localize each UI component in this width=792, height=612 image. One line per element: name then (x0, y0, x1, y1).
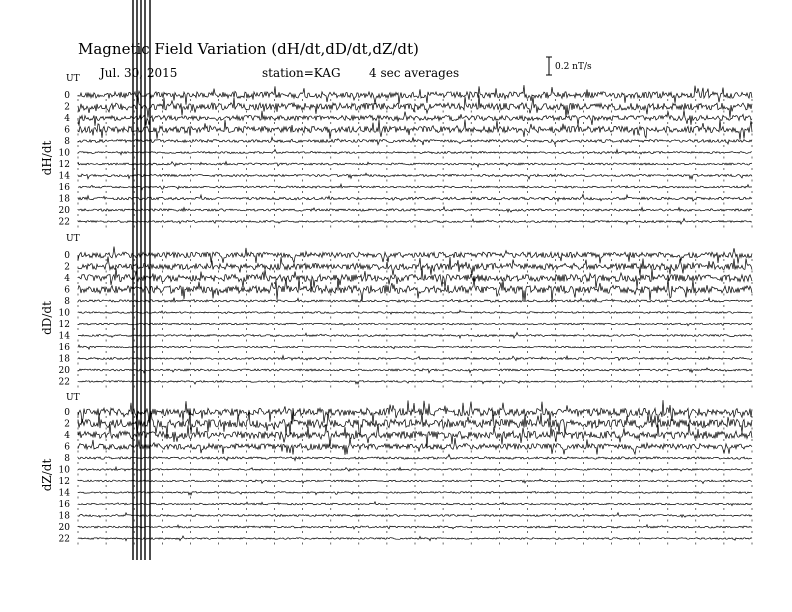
row-label: 0 (64, 91, 70, 101)
row-label: 14 (58, 171, 70, 182)
row-label: 14 (58, 331, 70, 342)
trace-line (78, 345, 752, 349)
panel-label: dH/dt (40, 140, 54, 176)
row-label: 20 (58, 523, 70, 533)
trace-line (78, 424, 752, 447)
trace-line (78, 536, 752, 541)
row-label: 0 (64, 408, 70, 418)
panels (40, 0, 752, 560)
ut-label: UT (66, 234, 80, 244)
row-label: 22 (58, 217, 70, 228)
row-label: 6 (64, 285, 70, 296)
row-label: 12 (58, 160, 70, 170)
row-label: 8 (64, 137, 70, 147)
ut-label: UT (66, 74, 80, 84)
trace-line (78, 162, 752, 167)
trace-line (78, 184, 752, 190)
row-label: 6 (64, 442, 70, 453)
row-label: 4 (64, 274, 70, 284)
row-label: 14 (58, 488, 70, 499)
row-label: 18 (58, 354, 70, 365)
chart-title: Magnetic Field Variation (dH/dt,dD/dt,dZ/dt) (78, 40, 419, 58)
row-label: 12 (58, 320, 70, 330)
row-label: 10 (58, 308, 70, 319)
panel-label: dZ/dt (40, 458, 54, 492)
row-label: 0 (64, 251, 70, 261)
row-label: 16 (58, 343, 70, 353)
row-label: 2 (64, 102, 70, 113)
trace-line (78, 502, 752, 506)
trace-line (78, 150, 752, 155)
trace-line (78, 467, 752, 472)
header (78, 40, 592, 80)
averaging-label: 4 sec averages (369, 66, 460, 80)
trace-line (78, 400, 752, 424)
scale-bar (546, 57, 592, 75)
row-label: 4 (64, 431, 70, 441)
row-label: 18 (58, 194, 70, 205)
trace-line (78, 247, 752, 264)
row-label: 4 (64, 114, 70, 124)
trace-line (78, 85, 752, 105)
trace-line (78, 267, 752, 289)
panel-label: dD/dt (40, 301, 54, 335)
trace-line (78, 479, 752, 483)
date-label: Jul. 30, 2015 (100, 66, 178, 80)
row-label: 22 (58, 377, 70, 388)
row-label: 16 (58, 183, 70, 193)
row-label: 18 (58, 511, 70, 522)
trace-line (78, 380, 752, 384)
trace-line (78, 356, 752, 361)
trace-line (78, 368, 752, 373)
ut-label: UT (66, 393, 80, 403)
trace-line (78, 173, 752, 179)
trace-line (78, 491, 752, 495)
panel-1 (40, 234, 752, 388)
row-label: 2 (64, 262, 70, 273)
row-label: 6 (64, 125, 70, 136)
station-label: station=KAG (262, 66, 341, 80)
row-label: 20 (58, 206, 70, 216)
panel-0 (40, 74, 752, 228)
trace-line (78, 298, 752, 303)
row-label: 16 (58, 500, 70, 510)
scale-label: 0.2 nT/s (555, 62, 592, 72)
trace-line (78, 194, 752, 201)
trace-line (78, 219, 752, 225)
row-label: 2 (64, 419, 70, 430)
row-label: 10 (58, 465, 70, 476)
row-label: 8 (64, 454, 70, 464)
row-label: 20 (58, 366, 70, 376)
row-label: 8 (64, 297, 70, 307)
row-label: 12 (58, 477, 70, 487)
trace-line (78, 513, 752, 518)
trace-line (78, 137, 752, 145)
trace-line (78, 455, 752, 461)
row-label: 10 (58, 148, 70, 159)
trace-line (78, 323, 752, 326)
trace-line (78, 310, 752, 314)
trace-line (78, 207, 752, 212)
trace-line (78, 525, 752, 529)
panel-2 (40, 393, 752, 545)
row-label: 22 (58, 534, 70, 545)
trace-line (78, 333, 752, 339)
